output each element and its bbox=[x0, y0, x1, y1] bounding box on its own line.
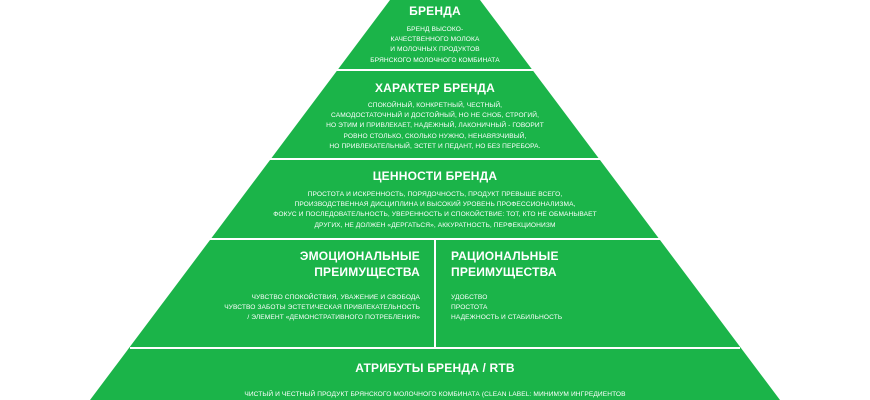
character-line: НО ПРИВЛЕКАТЕЛЬНЫЙ, ЭСТЕТ И ПЕДАНТ, НО БЕЗ ПЕРЕБОРА. bbox=[329, 142, 541, 150]
character-line: СПОКОЙНЫЙ, КОНКРЕТНЫЙ, ЧЕСТНЫЙ, bbox=[367, 102, 503, 109]
values-line: ДРУГИХ, НЕ ДОЛЖЕН «ДЕРГАТЬСЯ», АККУРАТНОСТЬ, ПЕРФЕКЦИОНИЗМ bbox=[314, 221, 556, 229]
rational-title-line: РАЦИОНАЛЬНЫЕ bbox=[451, 249, 559, 263]
values-title: ЦЕННОСТИ БРЕНДА bbox=[372, 169, 498, 183]
rational-line: НАДЕЖНОСТЬ И СТАБИЛЬНОСТЬ bbox=[451, 314, 563, 322]
values-line: ПРОИЗВОДСТВЕННАЯ ДИСЦИПЛИНА И ВЫСОКИЙ УРОВЕНЬ ПРОФЕССИОНАЛИЗМА, bbox=[294, 201, 576, 209]
attributes-line: ЧИСТЫЙ И ЧЕСТНЫЙ ПРОДУКТ БРЯНСКОГО МОЛОЧНОГО КОМБИНАТА (CLEAN LABEL: МИНИМУМ ИНГРЕДИЕНТОВ bbox=[244, 391, 626, 398]
brand-line: И МОЛОЧНЫХ ПРОДУКТОВ bbox=[390, 46, 480, 54]
emotional-title-line: ПРЕИМУЩЕСТВА bbox=[314, 265, 420, 279]
rational-title-line: ПРЕИМУЩЕСТВА bbox=[451, 265, 557, 279]
emotional-description bbox=[200, 293, 420, 324]
character-title: ХАРАКТЕР БРЕНДА bbox=[374, 81, 496, 95]
brand-title: БРЕНДА bbox=[409, 4, 461, 18]
character-description bbox=[285, 101, 585, 152]
values-description bbox=[235, 190, 635, 231]
rational-line: УДОБСТВО bbox=[451, 294, 488, 301]
emotional-title-line: ЭМОЦИОНАЛЬНЫЕ bbox=[299, 249, 420, 263]
brand-line: БРЯНСКОГО МОЛОЧНОГО КОМБИНАТА bbox=[370, 56, 500, 64]
rational-line: ПРОСТОТА bbox=[451, 304, 488, 312]
character-line: РОВНО СТОЛЬКО, СКОЛЬКО НУЖНО, НЕНАВЯЗЧИВЫЙ, bbox=[343, 132, 527, 140]
attributes-description bbox=[135, 390, 735, 400]
emotional-line: ЧУВСТВО СПОКОЙСТВИЯ, УВАЖЕНИЕ И СВОБОДА bbox=[251, 294, 420, 301]
attributes-title: АТРИБУТЫ БРЕНДА / RTB bbox=[355, 361, 515, 375]
emotional-line: ЧУВСТВО ЗАБОТЫ ЭСТЕТИЧЕСКАЯ ПРИВЛЕКАТЕЛЬНОСТЬ bbox=[224, 304, 420, 312]
rational-description bbox=[451, 293, 671, 324]
character-line: САМОДОСТАТОЧНЫЙ И ДОСТОЙНЫЙ, НО НЕ СНОБ, СТРОГИЙ, bbox=[331, 112, 539, 120]
rational-title bbox=[451, 248, 651, 280]
values-line: ПРОСТОТА И ИСКРЕННОСТЬ, ПОРЯДОЧНОСТЬ, ПРОДУКТ ПРЕВЫШЕ ВСЕГО, bbox=[307, 191, 563, 198]
brand-line: КАЧЕСТВЕННОГО МОЛОКА bbox=[390, 36, 480, 44]
character-line: НО ЭТИМ И ПРИВЛЕКАЕТ, НАДЕЖНЫЙ, ЛАКОНИЧНЫЙ - ГОВОРИТ bbox=[326, 122, 544, 130]
emotional-line: / ЭЛЕМЕНТ «ДЕМОНСТРАТИВНОГО ПОТРЕБЛЕНИЯ» bbox=[247, 314, 420, 322]
brand-description bbox=[335, 25, 535, 66]
brand-line: БРЕНД ВЫСОКО- bbox=[406, 26, 464, 33]
values-line: ФОКУС И ПОСЛЕДОВАТЕЛЬНОСТЬ, УВЕРЕННОСТЬ И СПОКОЙСТВИЕ: ТОТ, КТО НЕ ОБМАНЫВАЕТ bbox=[273, 211, 597, 219]
emotional-title bbox=[220, 248, 420, 280]
